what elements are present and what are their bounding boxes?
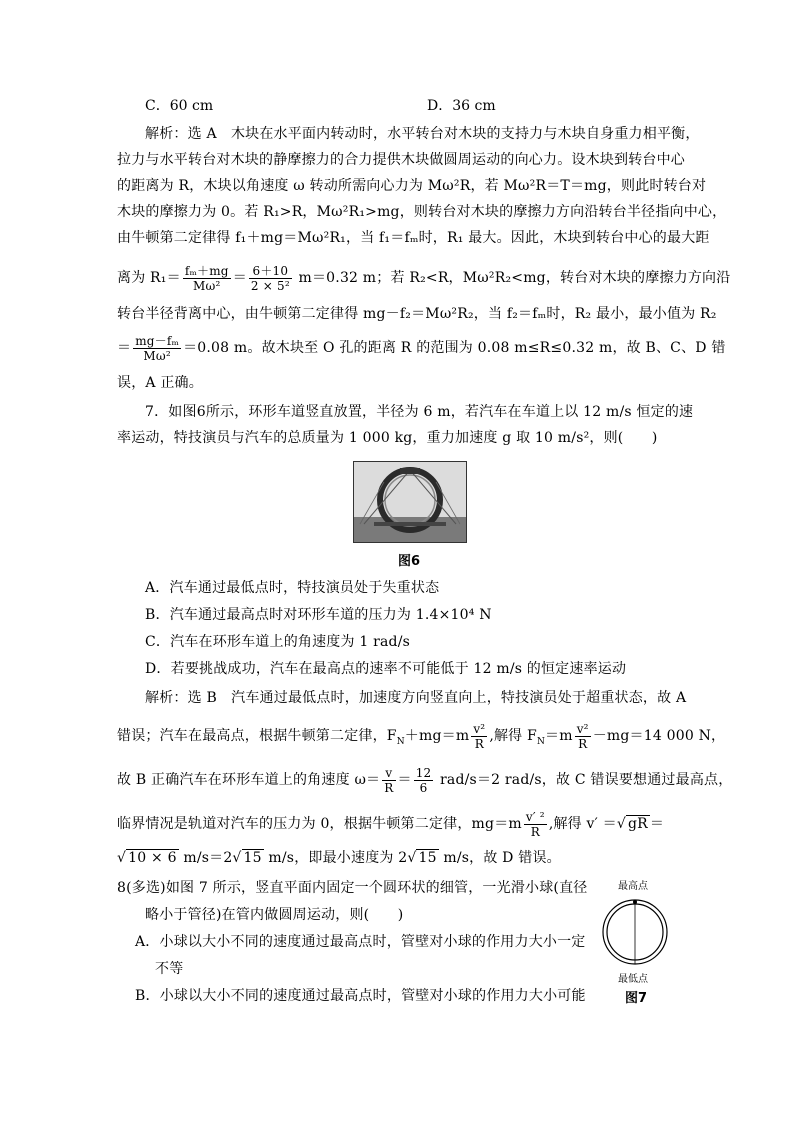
solution-6-line-4: 木块的摩擦力为 0。若 R₁>R，Mω²R₁>mg，则转台对木块的摩擦力方向沿转台半径指向中心，	[117, 204, 727, 220]
solution-6-line-7: 转台半径背离中心，由牛顿第二定律得 mg－f₂＝Mω²R₂，当 f₂＝fₘ时，R₂ 最小，最小值为 R₂	[117, 306, 717, 322]
denominator: R	[474, 736, 484, 751]
equals: ＝	[397, 772, 412, 788]
loop-track-image	[354, 462, 466, 542]
ring-tube-diagram	[595, 892, 675, 972]
sqrt-sign: √	[616, 816, 626, 832]
numerator: v′ ²	[525, 809, 545, 824]
text: m/s＝2	[178, 850, 233, 866]
text: 故 B 正确汽车在环形车道上的角速度 ω＝	[117, 772, 381, 788]
equals: ＝	[232, 270, 247, 286]
sqrt-content: 10 × 6	[128, 850, 177, 866]
text: ＝0.08 m。故木块至 O 孔的距离 R 的范围为 0.08 m≤R≤0.32 m，故 B、C、D 错	[183, 340, 726, 356]
numerator: v	[382, 766, 395, 781]
numerator: fₘ＋mg	[184, 263, 229, 278]
text: ＋mg＝m	[404, 728, 470, 744]
numerator: mg－fₘ	[135, 333, 180, 348]
solution-6-line-9: 误，A 正确。	[117, 375, 203, 391]
bottom-point-label: 最低点	[618, 974, 648, 985]
text: ＝m	[545, 728, 573, 744]
sqrt-content: gR	[627, 816, 648, 832]
figure-7	[595, 880, 675, 990]
numerator: 12	[415, 765, 432, 780]
text: m/s，故 D 错误。	[438, 850, 561, 866]
solution-7-line-5	[117, 848, 687, 868]
text: ,解得 v′ ＝	[548, 816, 617, 832]
solution-7-line-1: 解析：选 B 汽车通过最低点时，加速度方向竖直向上，特技演员处于超重状态，故 A	[145, 690, 687, 706]
figure-6-caption: 图6	[398, 554, 421, 569]
text: m＝0.32 m；若 R₂<R，Mω²R₂<mg，转台对木块的摩擦力方向沿	[293, 270, 731, 286]
numerator: 6＋10	[249, 264, 292, 279]
denominator: Mω²	[143, 348, 171, 363]
text: －mg＝14 000 N，	[592, 728, 726, 744]
equals: ＝	[117, 340, 132, 356]
solution-6-line-1: 解析：选 A 木块在水平面内转动时，水平转台对木块的支持力与木块自身重力相平衡，	[145, 126, 700, 142]
numerator: v²	[473, 721, 486, 736]
question-7-line-1: 7．如图6所示，环形车道竖直放置，半径为 6 m，若汽车在车道上以 12 m/s 恒定的速	[145, 404, 694, 420]
fraction	[249, 264, 292, 293]
text: 临界情况是轨道对汽车的压力为 0，根据牛顿第二定律，mg＝m	[117, 816, 522, 832]
subscript: N	[396, 736, 405, 747]
question-7-line-2: 率运动，特技演员与汽车的总质量为 1 000 kg，重力加速度 g 取 10 m/s²，则( )	[117, 430, 658, 446]
text: rad/s＝2 rad/s，故 C 错误要想通过最高点，	[435, 772, 733, 788]
solution-6-line-5: 由牛顿第二定律得 f₁＋mg＝Mω²R₁，当 f₁＝fₘ时，R₁ 最大。因此，木块到转台中心的最大距	[117, 230, 710, 246]
solution-6-line-6	[117, 261, 731, 295]
fraction	[575, 722, 591, 751]
text: 离为 R₁＝	[117, 270, 181, 286]
question-7-option-d: D．若要挑战成功，汽车在最高点的速率不可能低于 12 m/s 的恒定速率运动	[145, 661, 627, 677]
denominator: R	[578, 736, 588, 751]
question-8-line-2: 略小于管径)在管内做圆周运动，则( )	[145, 907, 404, 923]
denominator: 6	[419, 780, 428, 795]
denominator: Mω²	[193, 278, 221, 293]
sqrt-sign: √	[407, 850, 417, 866]
solution-7-line-4	[117, 807, 687, 841]
solution-7-line-2	[117, 719, 726, 759]
text: ＝	[649, 816, 665, 832]
fraction	[414, 766, 434, 795]
numerator: v²	[576, 721, 589, 736]
question-8-option-b-line-1: B．小球以大小不同的速度通过最高点时，管壁对小球的作用力大小可能	[135, 988, 586, 1004]
text: ,解得 F	[489, 728, 537, 744]
sqrt-sign: √	[232, 850, 242, 866]
option-c: C．60 cm	[145, 98, 214, 114]
solution-6-line-3: 的距离为 R，木块以角速度 ω 转动所需向心力为 Mω²R，若 Mω²R＝T＝mg，则此时转台对	[117, 178, 707, 194]
fraction	[382, 766, 395, 795]
figure-7-caption: 图7	[625, 991, 648, 1006]
sqrt-content: 15	[243, 850, 262, 866]
fraction	[471, 722, 487, 751]
fraction	[133, 334, 181, 363]
question-8-option-a-line-2: 不等	[155, 961, 184, 977]
subscript: N	[536, 736, 546, 747]
option-d: D．36 cm	[427, 98, 496, 114]
fraction	[183, 264, 231, 293]
question-8-option-a-line-1: A．小球以大小不同的速度通过最高点时，管壁对小球的作用力大小一定	[135, 934, 586, 950]
fraction	[524, 810, 547, 839]
sqrt-sign: √	[117, 850, 127, 866]
loop-track-photo	[353, 461, 467, 543]
top-point-label: 最高点	[618, 881, 648, 892]
text: 错误；汽车在最高点，根据牛顿第二定律，F	[117, 728, 397, 744]
question-8-line-1: 8(多选)如图 7 所示，竖直平面内固定一个圆环状的细管，一光滑小球(直径	[117, 880, 588, 896]
solution-6-line-2: 拉力与水平转台对木块的静摩擦力的合力提供木块做圆周运动的向心力。设木块到转台中心	[117, 152, 685, 168]
question-7-option-a: A．汽车通过最低点时，特技演员处于失重状态	[145, 580, 440, 596]
sqrt-content: 15	[418, 850, 437, 866]
question-7-option-b: B．汽车通过最高点时对环形车道的压力为 1.4×10⁴ N	[145, 607, 492, 623]
denominator: R	[384, 780, 394, 795]
solution-6-line-8	[117, 331, 726, 365]
denominator: R	[530, 824, 540, 839]
text: m/s，即最小速度为 2	[263, 850, 408, 866]
denominator: 2 × 5²	[250, 278, 290, 293]
solution-7-line-3	[117, 763, 733, 797]
question-7-option-c: C．汽车在环形车道上的角速度为 1 rad/s	[145, 634, 411, 650]
